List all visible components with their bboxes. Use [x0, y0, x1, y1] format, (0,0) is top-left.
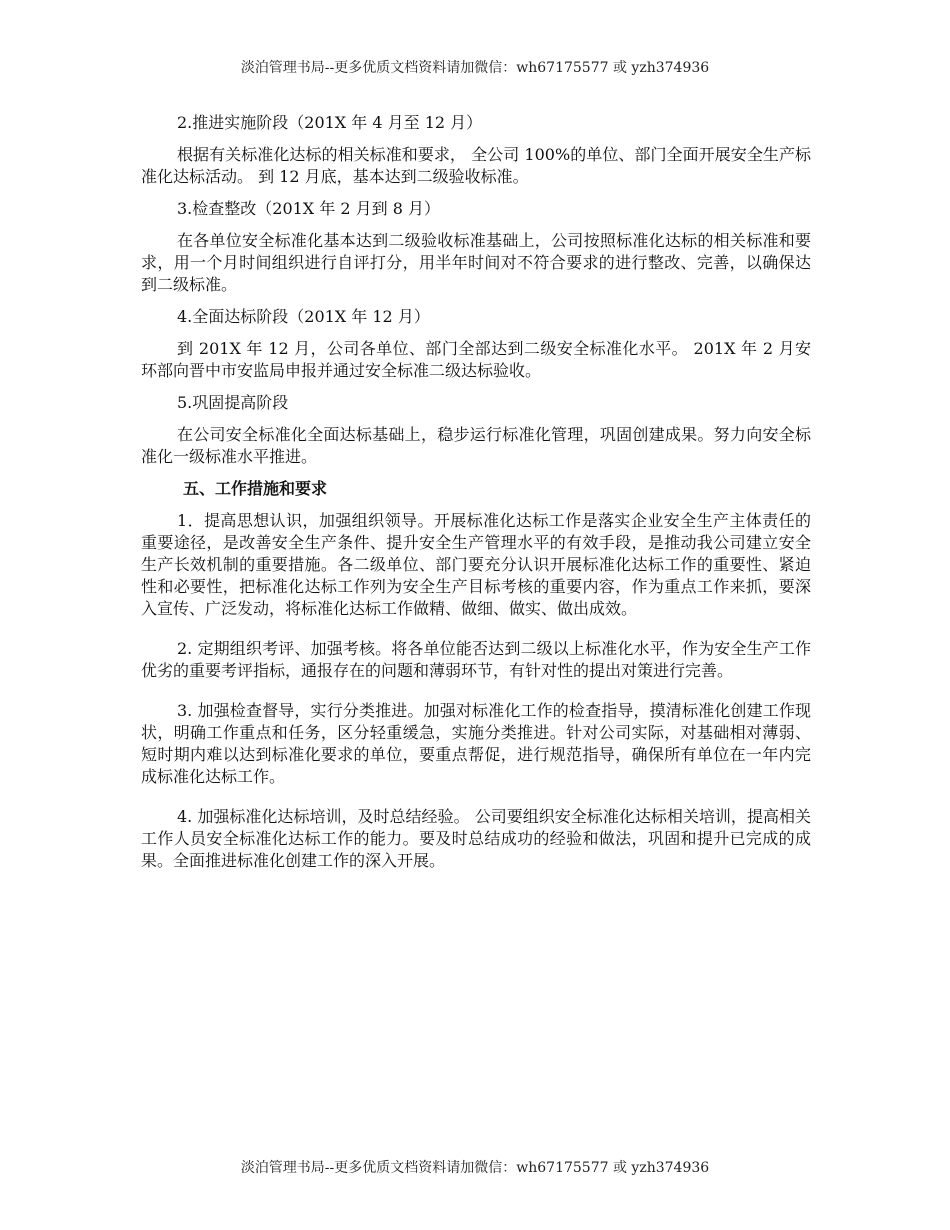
stage-4-paragraph: 到 201X 年 12 月，公司各单位、部门全部达到二级安全标准化水平。 201X 年 2 月安环部向晋中市安监局申报并通过安全标准二级达标验收。: [141, 339, 811, 380]
stage-3-paragraph: 在各单位安全标准化基本达到二级验收标准基础上，公司按照标准化达标的相关标准和要求，用一个月时间组织进行自评打分，用半年时间对不符合要求的进行整改、完善，以确保达到二级标准。: [141, 231, 811, 294]
measure-paragraph-3: 3. 加强检查督导，实行分类推进。加强对标准化工作的检查指导，摸清标准化创建工作现状，明确工作重点和任务，区分轻重缓急，实施分类推进。针对公司实际，对基础相对薄弱、短时期内难以达到标准化要求的单位，要重点帮促，进行规范指导，确保所有单位在一年内完成标准化达标工作。: [141, 701, 811, 786]
page-header: 淡泊管理书局--更多优质文档资料请加微信：wh67175577 或 yzh374936: [240, 60, 710, 76]
measure-paragraph-1: 1．提高思想认识，加强组织领导。开展标准化达标工作是落实企业安全生产主体责任的重要途径，是改善安全生产条件、提升安全生产管理水平的有效手段，是推动我公司建立安全生产长效机制的重要措施。各二级单位、部门要充分认识开展标准化达标工作的重要性、紧迫性和必要性，把标准化达标工作列为安全生产目标考核的重要内容，作为重点工作来抓，要深入宣传、广泛发动，将标准化达标工作做精、做细、做实、做出成效。: [141, 511, 811, 618]
stage-heading-4: 4.全面达标阶段（201X 年 12 月）: [177, 307, 430, 326]
stage-heading-2: 2.推进实施阶段（201X 年 4 月至 12 月）: [177, 113, 483, 132]
stage-heading-3: 3.检查整改（201X 年 2 月到 8 月）: [177, 199, 440, 218]
stage-2-paragraph: 根据有关标准化达标的相关标准和要求， 全公司 100%的单位、部门全面开展安全生产标准化达标活动。 到 12 月底，基本达到二级验收标准。: [141, 145, 811, 186]
document-body: [141, 112, 811, 882]
measure-paragraph-2: 2. 定期组织考评、加强考核。将各单位能否达到二级以上标准化水平，作为安全生产工作优劣的重要考评指标，通报存在的问题和薄弱环节，有针对性的提出对策进行完善。: [141, 639, 811, 680]
measure-paragraph-4: 4. 加强标准化达标培训，及时总结经验。 公司要组织安全标准化达标相关培训，提高相关工作人员安全标准化达标工作的能力。要及时总结成功的经验和做法，巩固和提升已完成的成果。全面推进标准化创建工作的深入开展。: [141, 807, 811, 870]
page-footer: 淡泊管理书局--更多优质文档资料请加微信：wh67175577 或 yzh374936: [240, 1160, 710, 1176]
stage-5-paragraph: 在公司安全标准化全面达标基础上，稳步运行标准化管理，巩固创建成果。努力向安全标准化一级标准水平推进。: [141, 425, 811, 466]
stage-heading-5: 5.巩固提高阶段: [177, 393, 289, 412]
section-title-measures: 五、工作措施和要求: [183, 479, 328, 498]
